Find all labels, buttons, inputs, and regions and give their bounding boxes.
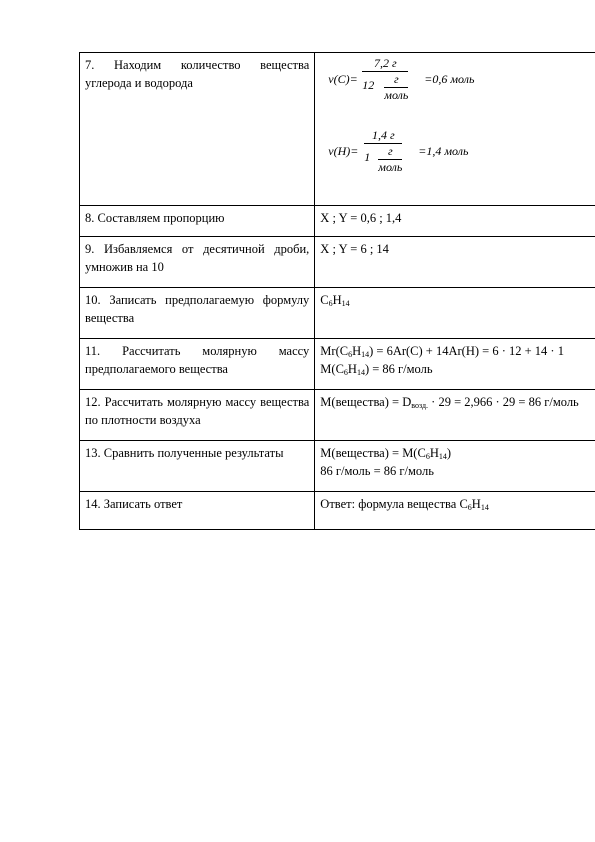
step-cell: 11. Рассчитать молярную массу предполагаемого вещества: [80, 339, 315, 390]
inner-fraction: [384, 72, 408, 103]
formula-lhs: ν(H)=: [328, 144, 359, 158]
fraction-denominator: [362, 72, 408, 103]
formula-rhs: =1,4 моль: [418, 144, 469, 158]
hydrogen-amount-formula: [320, 128, 590, 188]
fraction: [364, 128, 402, 175]
inner-numerator: г: [387, 144, 393, 158]
fraction-numerator: 1,4 г: [371, 128, 395, 142]
result-line: M(вещества) = $M(C_6H_{14})$: [320, 446, 452, 461]
denominator-coefficient: 1: [364, 150, 371, 164]
table-row: [80, 206, 595, 237]
result-line: 86 г/моль = 86 г/моль: [320, 464, 434, 478]
table-row: [80, 288, 595, 339]
result-cell: X ; Y = 0,6 ; 1,4: [315, 206, 595, 237]
denominator-coefficient: 12: [362, 78, 375, 92]
step-cell: 10. Записать предполагаемую формулу вещества: [80, 288, 315, 339]
inner-numerator: г: [393, 72, 399, 86]
result-line: $M(C_6H_{14}) = 86$ г/моль: [320, 362, 433, 377]
answer-cell: Ответ: формула вещества $C_6H_{14}$: [315, 492, 595, 530]
table-row: [80, 441, 595, 492]
inner-fraction: [378, 144, 402, 175]
result-cell: [315, 441, 595, 492]
table-row: [80, 237, 595, 288]
fraction-numerator: 7,2 г: [373, 56, 397, 70]
step-cell: 7. Находим количество вещества углерода и водорода: [80, 53, 315, 206]
step-cell: 14. Записать ответ: [80, 492, 315, 530]
step-cell: 13. Сравнить полученные результаты: [80, 441, 315, 492]
result-cell: $C_6H_{14}$: [315, 288, 595, 339]
solution-table: [79, 52, 595, 530]
step-cell: 9. Избавляемся от десятичной дроби, умножив на 10: [80, 237, 315, 288]
result-cell: X ; Y = 6 ; 14: [315, 237, 595, 288]
formula-rhs: =0,6 моль: [424, 72, 475, 86]
result-line: $Mr(C_6H_{14}) = 6Ar(C) + 14Ar(H) = 6 \cdot 12 + 14 \cdot 1$: [320, 344, 564, 359]
step-cell: 8. Составляем пропорцию: [80, 206, 315, 237]
table-row: [80, 339, 595, 390]
step-cell: 12. Рассчитать молярную массу вещества по плотности воздуха: [80, 390, 315, 441]
inner-denominator: моль: [378, 160, 403, 174]
table-row: [80, 53, 595, 206]
table-row: [80, 390, 595, 441]
result-cell: M(вещества) = $D_{возд.} \cdot 29 = 2,966 \cdot 29 = 86$ г/моль: [315, 390, 595, 441]
fraction-denominator: [364, 144, 402, 175]
fraction: [362, 56, 408, 103]
formula-cell: [315, 53, 595, 206]
result-cell: [315, 339, 595, 390]
carbon-amount-formula: [320, 56, 590, 116]
inner-denominator: моль: [384, 88, 409, 102]
formula-lhs: ν(C)=: [328, 72, 358, 86]
table-row: [80, 492, 595, 530]
